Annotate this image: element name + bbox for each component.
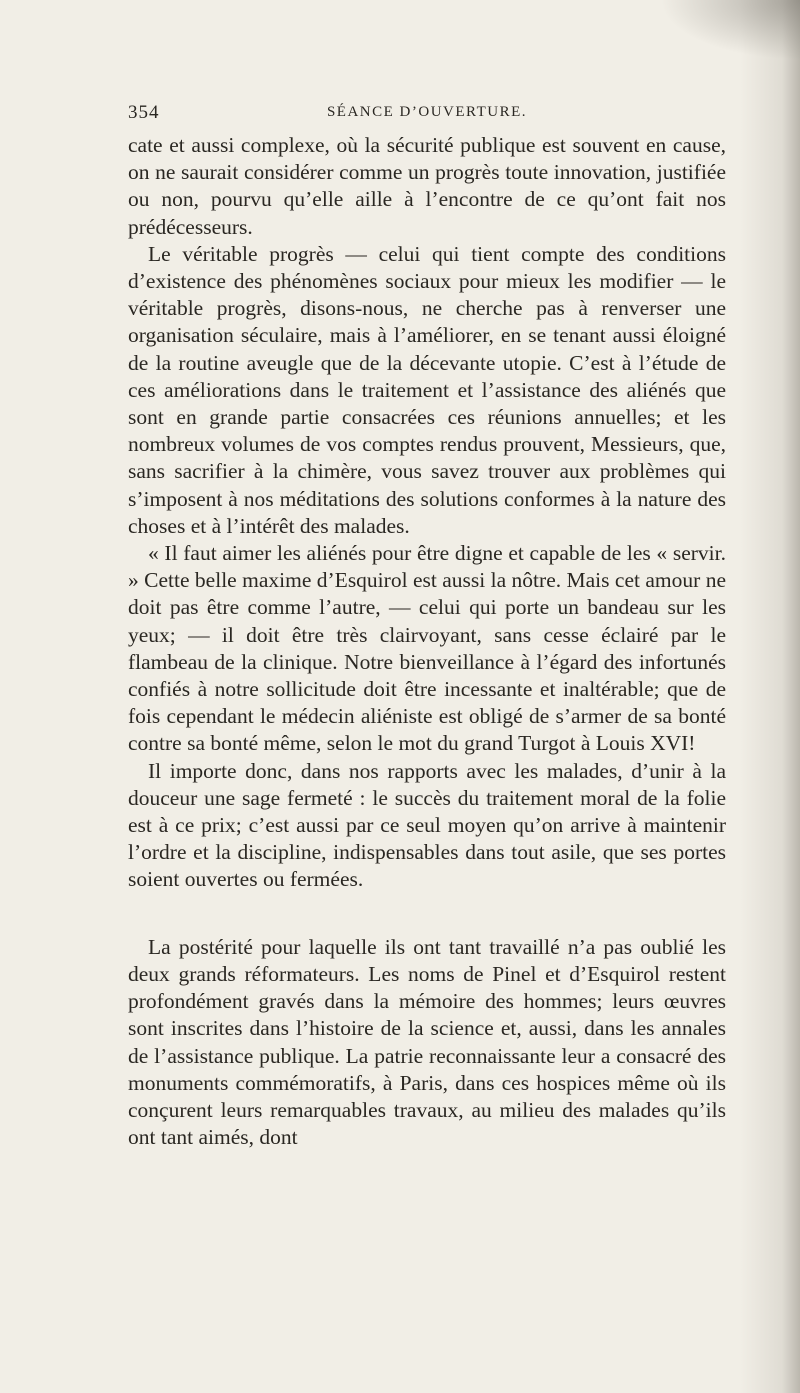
page-number: 354 — [128, 102, 160, 123]
section-gap — [128, 894, 726, 934]
paragraph-2: Le véritable progrès — celui qui tient compte des conditions d’existence des phénomènes sociaux pour mieux les modifier — le véritable progrès, disons-nous, ne cherche pas à renverser une organisation séculaire, mais à l’améliorer, en se tenant aussi éloigné de la routine aveugle que de la décevante utopie. C’est à l’étude de ces améliorations dans le traitement et l’assistance des aliénés que sont en grande partie consacrées ces réunions annuelles; et les nombreux volumes de vos comptes rendus prouvent, Messieurs, que, sans sacrifier à la chimère, vous savez trouver aux problèmes qui s’imposent à nos méditations des solutions conformes à la nature des choses et à l’intérêt des malades. — [128, 241, 726, 538]
body-text — [128, 132, 726, 1151]
paragraph-5: La postérité pour laquelle ils ont tant travaillé n’a pas oublié les deux grands réformateurs. Les noms de Pinel et d’Esquirol restent profondément gravés dans la mémoire des hommes; leurs œuvres sont inscrites dans l’histoire de la science et, aussi, dans les annales de l’assistance publique. La patrie reconnaissante leur a consacré des monuments commémoratifs, à Paris, dans ces hospices même où ils conçurent leurs remarquables travaux, au milieu des malades qu’ils ont tant aimés, dont — [128, 934, 726, 1150]
running-head — [128, 100, 726, 132]
paragraph-3: « Il faut aimer les aliénés pour être digne et capable de les « servir. » Cette belle maxime d’Esquirol est aussi la nôtre. Mais cet amour ne doit pas être comme l’autre, — celui qui porte un bandeau sur les yeux; — il doit être très clairvoyant, sans cesse éclairé par le flambeau de la clinique. Notre bienveillance à l’égard des infortunés confiés à notre sollicitude doit être incessante et inaltérable; que de fois cependant le médecin aliéniste est obligé de s’armer de sa bonté contre sa bonté même, selon le mot du grand Turgot à Louis XVI! — [128, 541, 726, 756]
paragraph-4: Il importe donc, dans nos rapports avec les malades, d’unir à la douceur une sage fermeté : le succès du traitement moral de la folie est à ce prix; c’est aussi par ce seul moyen qu’on arrive à maintenir l’ordre et la discipline, indispensables dans tout asile, que ses portes soient ouvertes ou fermées. — [128, 758, 726, 892]
page-edge-shadow — [740, 0, 800, 1393]
page-corner-shadow — [660, 0, 800, 60]
paragraph-1: cate et aussi complexe, où la sécurité publique est souvent en cause, on ne saurait considérer comme un progrès toute innovation, justifiée ou non, pourvu qu’elle aille à l’encontre de ce qu’ont fait nos prédécesseurs. — [128, 133, 726, 239]
book-page — [128, 100, 726, 1151]
running-title: SÉANCE D’OUVERTURE. — [326, 104, 528, 120]
